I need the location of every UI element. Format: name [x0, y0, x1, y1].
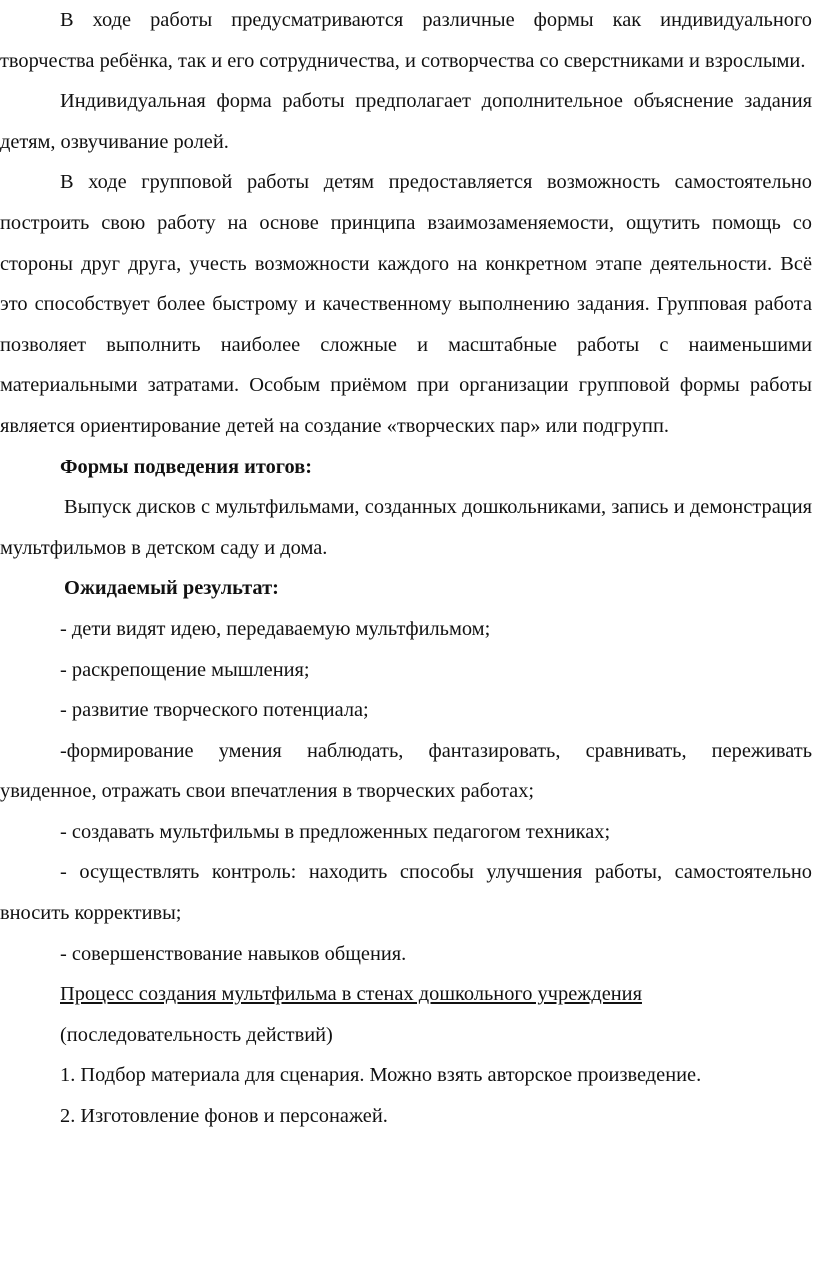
result-heading: Ожидаемый результат:: [64, 577, 279, 600]
process-title-line: [0, 974, 812, 1015]
step-item: 1. Подбор материала для сценария. Можно взять авторское произведение.: [60, 1064, 702, 1087]
paragraph-individual-form: Индивидуальная форма работы предполагает дополнительное объяснение задания детям, озвучивание ролей.: [0, 90, 812, 153]
process-subtitle: (последовательность действий): [60, 1023, 333, 1046]
summary-heading: Формы подведения итогов:: [60, 455, 313, 478]
result-item: - осуществлять контроль: находить способы улучшения работы, самостоятельно вносить коррективы;: [0, 861, 812, 925]
step-item: 2. Изготовление фонов и персонажей.: [60, 1105, 388, 1128]
result-item: - совершенствование навыков общения.: [60, 942, 407, 965]
summary-text: Выпуск дисков с мультфильмами, созданных дошкольниками, запись и демонстрация мультфильмов в детском саду и дома.: [0, 496, 812, 559]
result-item: - развитие творческого потенциала;: [60, 699, 369, 722]
paragraph-forms-of-work: В ходе работы предусматриваются различные формы как индивидуального творчества ребёнка, так и его сотрудничества, и сотворчества со сверстниками и взрослыми.: [0, 9, 812, 72]
paragraph-group-work: В ходе групповой работы детям предоставляется возможность самостоятельно построить свою работу на основе принципа взаимозаменяемости, ощутить помощь со стороны друг друга, учесть возможности каждого на конкретном этапе деятельности. Всё это способствует более быстрому и качественному выполнению задания. Групповая работа позволяет выполнить наиболее сложные и масштабные работы с наименьшими материальными затратами. Особым приёмом при организации групповой формы работы является ориентирование детей на создание «творческих пар» или подгрупп.: [0, 171, 812, 437]
result-item: -формирование умения наблюдать, фантазировать, сравнивать, переживать увиденное, отражать свои впечатления в творческих работах;: [0, 739, 812, 803]
result-item: - раскрепощение мышления;: [60, 658, 310, 681]
result-item: - создавать мультфильмы в предложенных педагогом техниках;: [60, 820, 611, 843]
result-item: - дети видят идею, передаваемую мультфильмом;: [60, 617, 491, 640]
process-title: Процесс создания мультфильма в стенах дошкольного учреждения: [60, 983, 642, 1006]
